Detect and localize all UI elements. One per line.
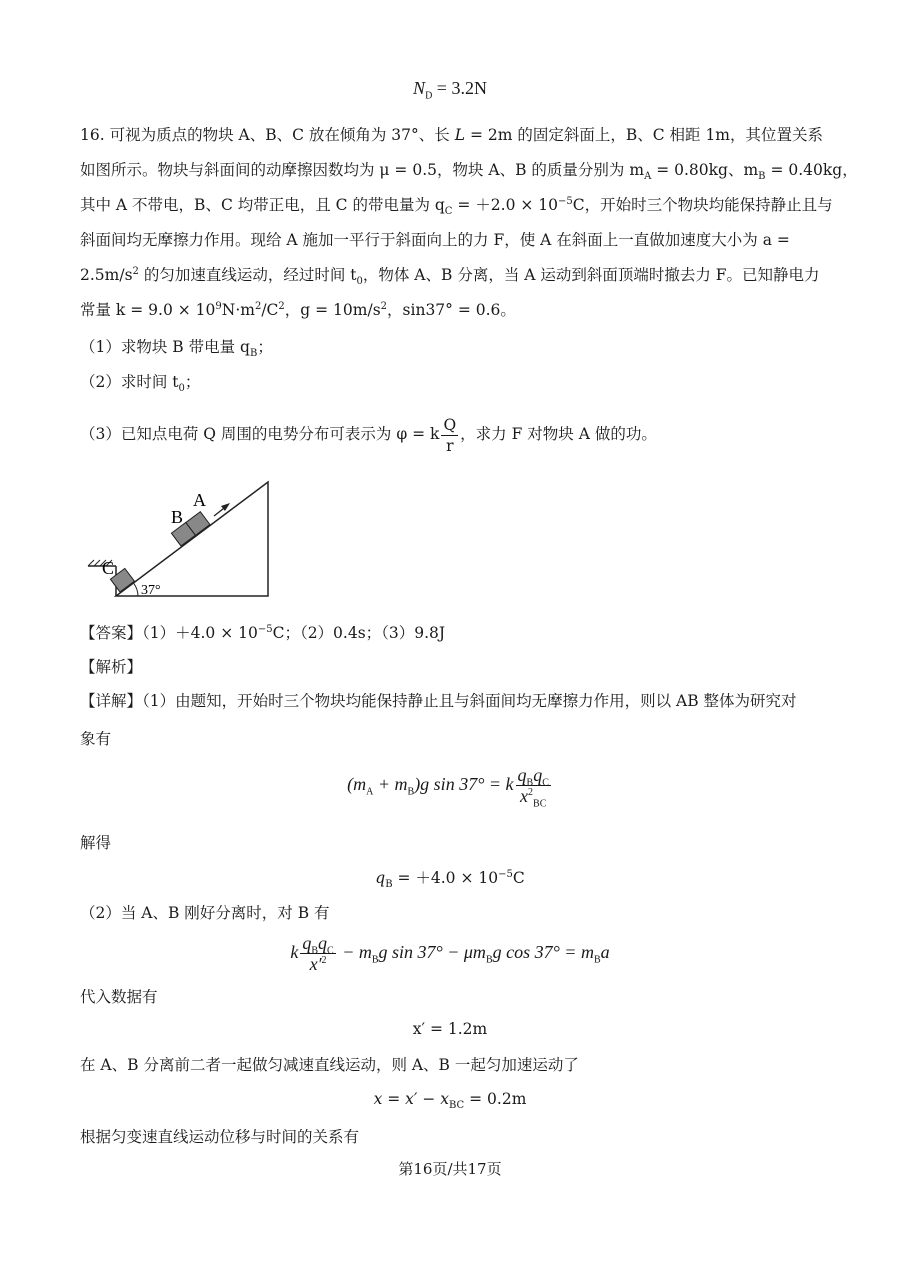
label-a: A <box>193 490 206 510</box>
problem-line-1: 16. 可视为质点的物块 A、B、C 放在倾角为 37°、长 L = 2m 的固定斜面上，B、C 相距 1m，其位置关系 <box>80 126 824 144</box>
solve-label: 解得 <box>80 834 112 852</box>
question-2: （2）求时间 $t_0$； <box>80 373 201 395</box>
angle-label: 37° <box>141 583 161 598</box>
detail-line-1: 【详解】（1）由题知，开始时三个物块均能保持静止且与斜面间均无摩擦力作用，则以 AB 整体为研究对 <box>80 692 797 710</box>
analysis-label: 【解析】 <box>80 658 143 676</box>
question-3: （3）已知点电荷 Q 周围的电势分布可表示为 φ = k $\frac{Q}{r}$ ，求力 F 对物块 A 做的功。 <box>80 415 657 455</box>
part-2-line: （2）当 A、B 刚好分离时，对 B 有 <box>80 904 330 922</box>
qb-result: $q_B = +4.0 \times 10^{-5}C$ <box>375 868 525 891</box>
detail-line-2: 象有 <box>80 730 112 748</box>
before-separation-line: 在 A、B 分离前二者一起做匀减速直线运动，则 A、B 一起匀加速运动了 <box>80 1056 579 1074</box>
top-equation: $N_D = 3.2N$ <box>413 78 487 102</box>
page-footer: 第16页/共17页 <box>398 1160 502 1178</box>
equation-1: $(m_A + m_B)g$ sin 37° = k $\frac{q_Bq_C}{x^2_{BC}}$ <box>347 765 549 810</box>
answer-line: 【答案】$(1)+4.0 \times 10^{-5}C$；（2）0.4s；（3）9.8J <box>80 623 446 642</box>
incline-figure <box>80 478 280 602</box>
substitute-line: 代入数据有 <box>80 988 158 1006</box>
problem-line-3: 其中 A 不带电，B、C 均带正电，且 C 的带电量为 $q_C = +2.0 \times 10^{-5}C$，开始时三个物块均能保持静止且与 <box>80 195 833 218</box>
problem-line-6: 常量 $k = 9.0 \times 10^9N\cdot m^2/C^2$，$g = 10m/s^2$，sin37° = 0.6。 <box>80 300 516 319</box>
last-line: 根据匀变速直线运动位移与时间的关系有 <box>80 1128 360 1146</box>
problem-line-4: 斜面间均无摩擦力作用。现给 A 施加一平行于斜面向上的力 F，使 A 在斜面上一直做加速度大小为 a = <box>80 231 790 249</box>
x-result: $x = x' - x_{BC} = 0.2m$ <box>373 1090 527 1112</box>
equation-2: k $\frac{q_Bq_C}{x'^2}$ − $m_Bg$ $\sin 37^\circ - \mu m_Bg$ $\cos 37^\circ = m_Ba$ <box>290 933 610 975</box>
problem-line-2: 如图所示。物块与斜面间的动摩擦因数均为 μ = 0.5，物块 A、B 的质量分别为 $m_A = 0.80kg$、$m_B = 0.40kg$， <box>80 161 858 183</box>
x-prime-result: x′ = 1.2m <box>412 1020 488 1038</box>
problem-line-5: $2.5m/s^2$ 的匀加速直线运动，经过时间 $t_0$，物体 A、B 分离，当 A 运动到斜面顶端时撤去力 F。已知静电力 <box>80 265 820 288</box>
question-1: （1）求物块 B 带电量 $q_B$； <box>80 338 273 360</box>
label-b: B <box>171 507 184 527</box>
label-c: C <box>102 558 115 578</box>
